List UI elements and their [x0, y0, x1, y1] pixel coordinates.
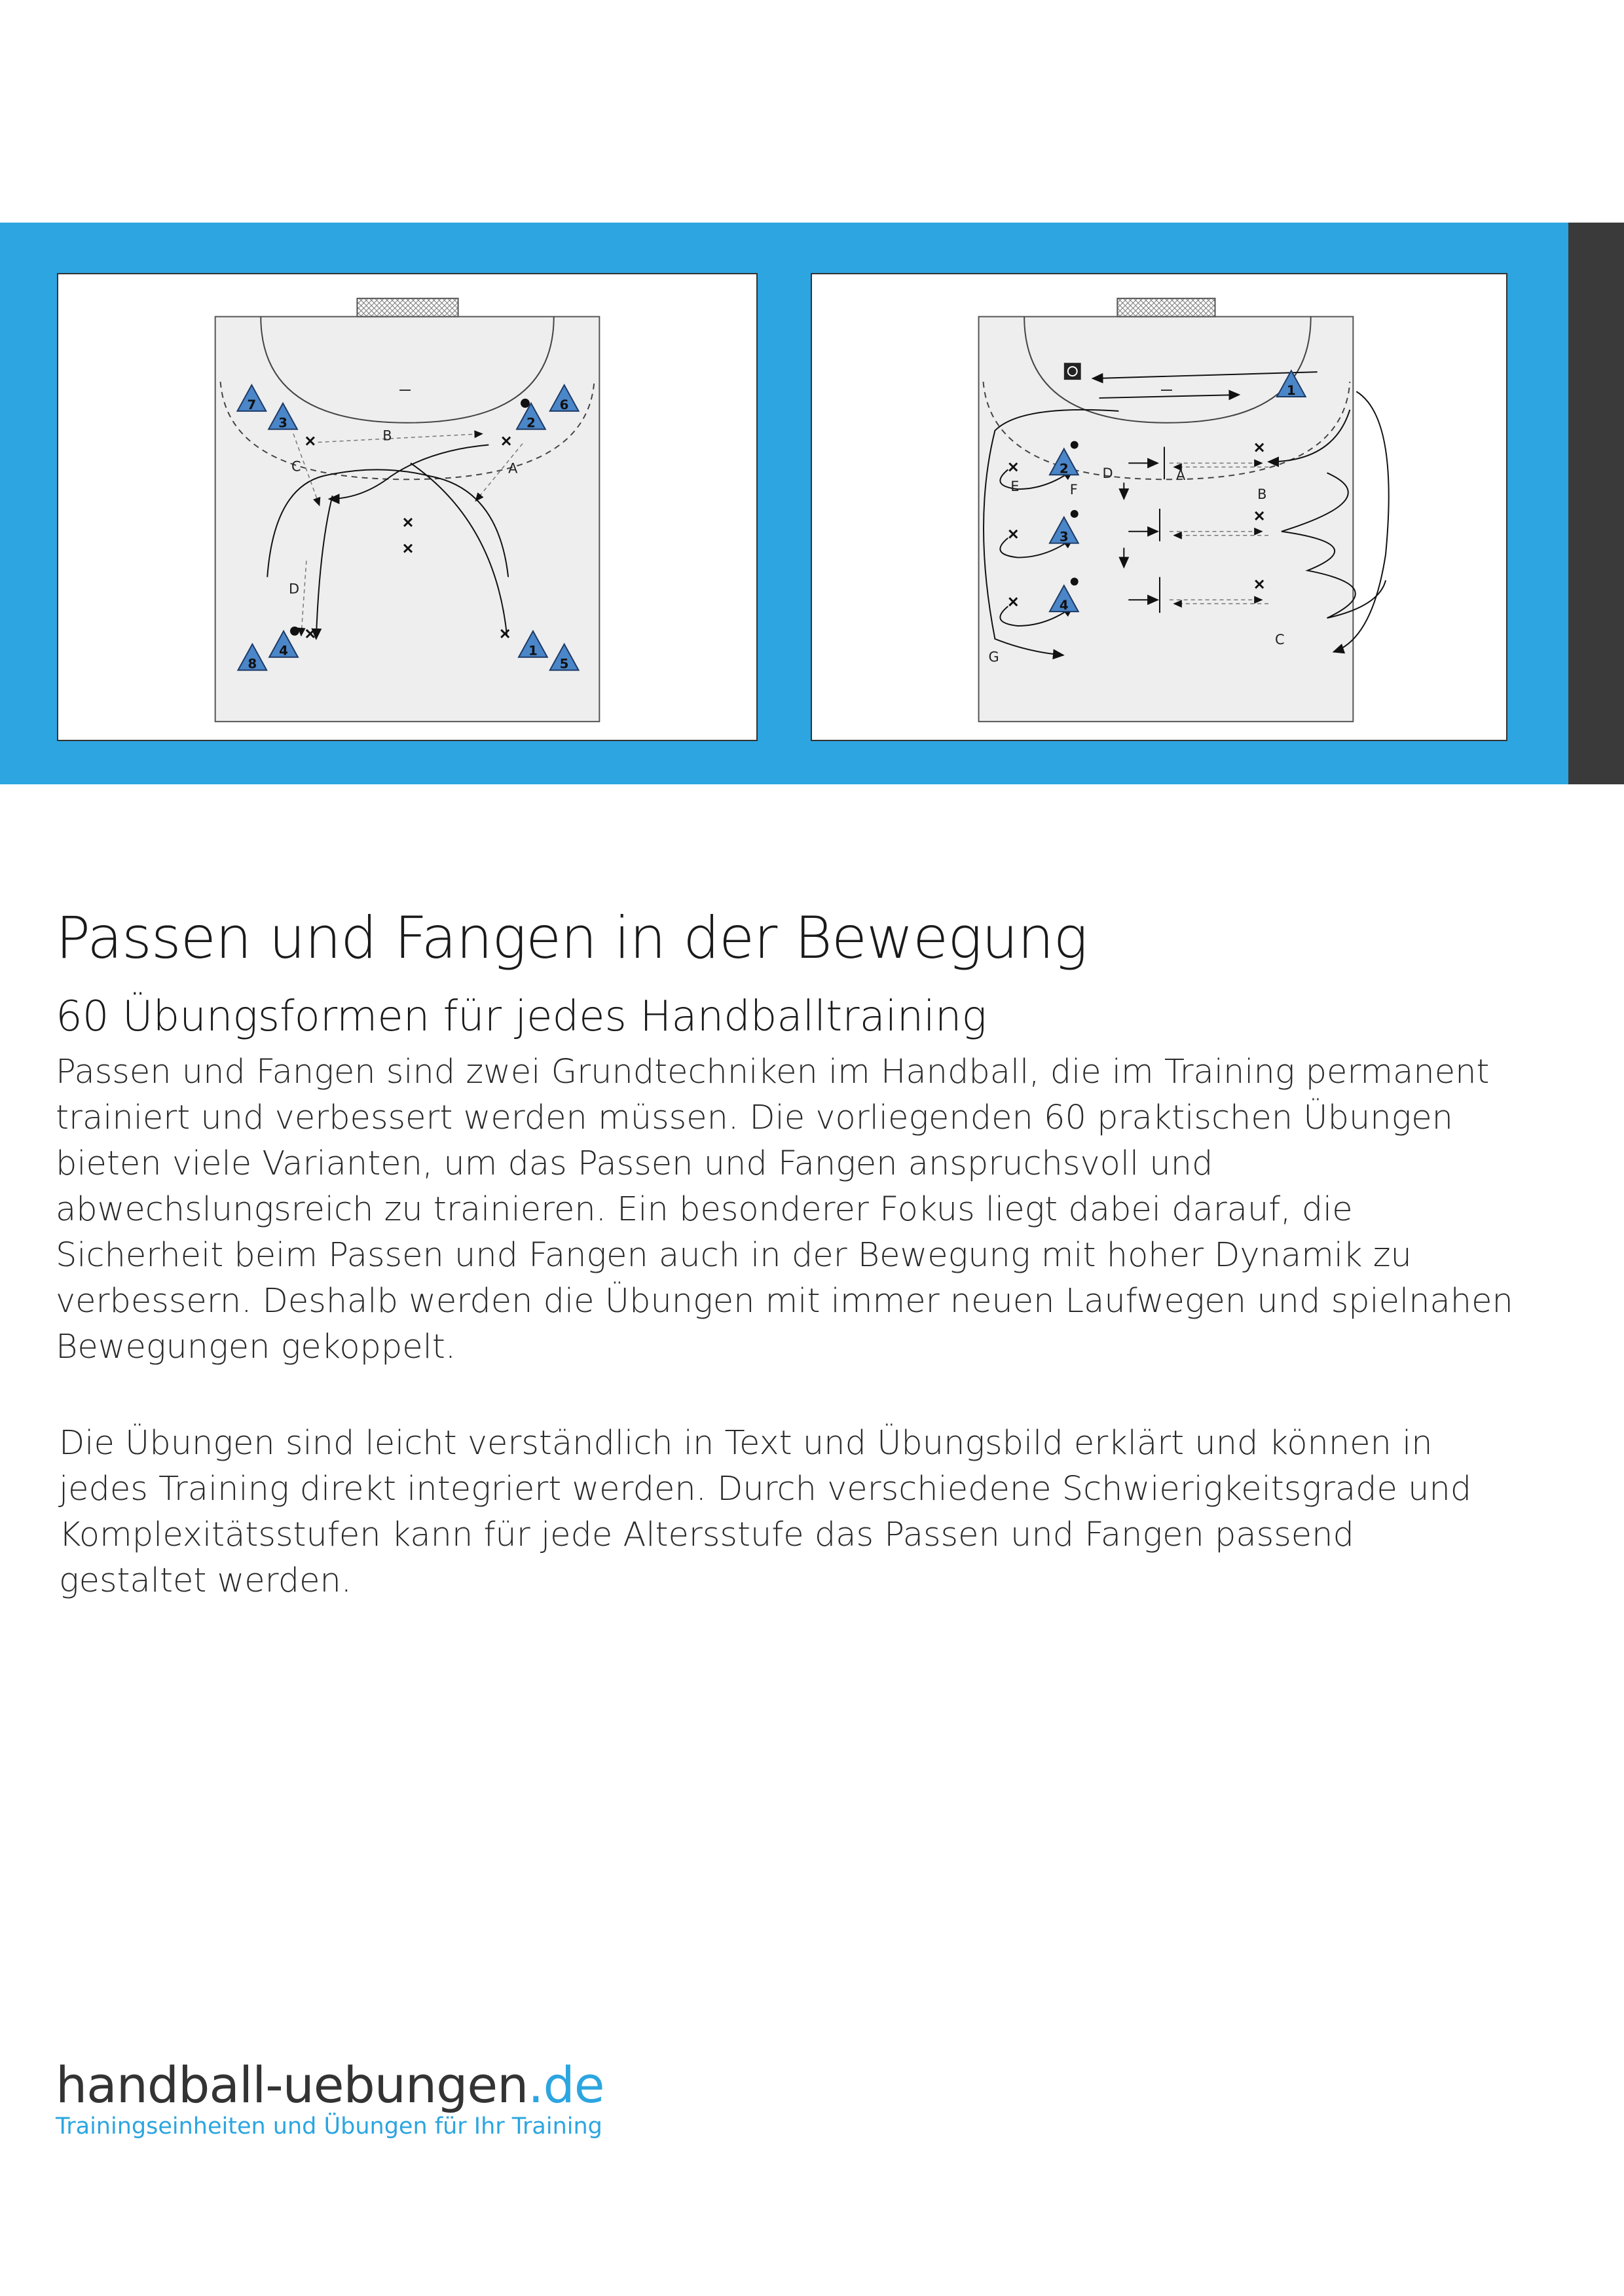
- player-2: 2: [1059, 461, 1069, 477]
- label-e: E: [1010, 479, 1020, 495]
- page-subtitle: 60 Übungsformen für jedes Handballtraining: [56, 993, 987, 1042]
- label-d: D: [289, 581, 300, 597]
- text-line: Bewegungen gekoppelt.: [56, 1328, 456, 1366]
- publisher-logo[interactable]: [56, 2056, 604, 2114]
- label-b: B: [1257, 486, 1267, 503]
- label-f: F: [1069, 482, 1078, 498]
- player-1: 1: [528, 643, 538, 659]
- coach-icon: [1064, 363, 1081, 380]
- exercise-diagram-1: [57, 273, 758, 741]
- player-4: 4: [1059, 598, 1069, 613]
- label-c: C: [291, 458, 301, 475]
- court-diagram-1: [58, 274, 756, 740]
- text-line: Sicherheit beim Passen und Fangen auch in der Bewegung mit hoher Dynamik zu: [56, 1236, 1412, 1275]
- intro-paragraph: [56, 1049, 1549, 1370]
- text-line: Passen und Fangen sind zwei Grundtechniken im Handball, die im Training permanent: [56, 1053, 1490, 1091]
- player-6: 6: [559, 397, 569, 412]
- text-line: abwechslungsreich zu trainieren. Ein besonderer Fokus liegt dabei darauf, die: [56, 1190, 1353, 1229]
- player-3: 3: [278, 415, 287, 431]
- player-2: 2: [526, 415, 536, 431]
- text-line: gestaltet werden.: [59, 1561, 352, 1600]
- page-title: Passen und Fangen in der Bewegung: [56, 903, 1088, 972]
- label-a: A: [508, 460, 518, 477]
- logo-tld: .de: [528, 2056, 604, 2114]
- goal: [1117, 299, 1215, 317]
- label-g: G: [988, 649, 999, 665]
- label-b: B: [382, 428, 392, 444]
- player-3: 3: [1059, 529, 1069, 545]
- publisher-tagline: Trainingseinheiten und Übungen für Ihr Training: [56, 2113, 602, 2140]
- player-4: 4: [279, 643, 288, 659]
- ball: [521, 399, 530, 408]
- court: [979, 317, 1354, 722]
- text-line: Die Übungen sind leicht verständlich in Text und Übungsbild erklärt und können in: [59, 1424, 1433, 1463]
- court: [215, 317, 600, 722]
- goal: [357, 299, 458, 317]
- label-c: C: [1275, 631, 1285, 647]
- side-bar: [1568, 223, 1624, 784]
- ball: [290, 627, 299, 636]
- text-line: trainiert und verbessert werden müssen. Die vorliegenden 60 praktischen Übungen: [56, 1099, 1453, 1137]
- player-7: 7: [247, 397, 257, 412]
- label-d: D: [1102, 465, 1113, 482]
- text-line: verbessern. Deshalb werden die Übungen mit immer neuen Laufwegen und spielnahen: [56, 1282, 1513, 1321]
- player-1: 1: [1286, 382, 1296, 398]
- text-line: jedes Training direkt integriert werden. Durch verschiedene Schwierigkeitsgrade und: [59, 1470, 1472, 1508]
- player-5: 5: [559, 656, 569, 672]
- text-line: Komplexitätsstufen kann für jede Altersstufe das Passen und Fangen passend: [59, 1516, 1354, 1554]
- court-diagram-2: [812, 274, 1506, 740]
- exercise-diagram-2: [811, 273, 1507, 741]
- detail-paragraph: [59, 1421, 1552, 1604]
- logo-name: handball-uebungen: [56, 2056, 528, 2114]
- label-a: A: [1175, 467, 1186, 484]
- text-line: bieten viele Varianten, um das Passen und Fangen anspruchsvoll und: [56, 1144, 1213, 1183]
- player-8: 8: [248, 656, 257, 672]
